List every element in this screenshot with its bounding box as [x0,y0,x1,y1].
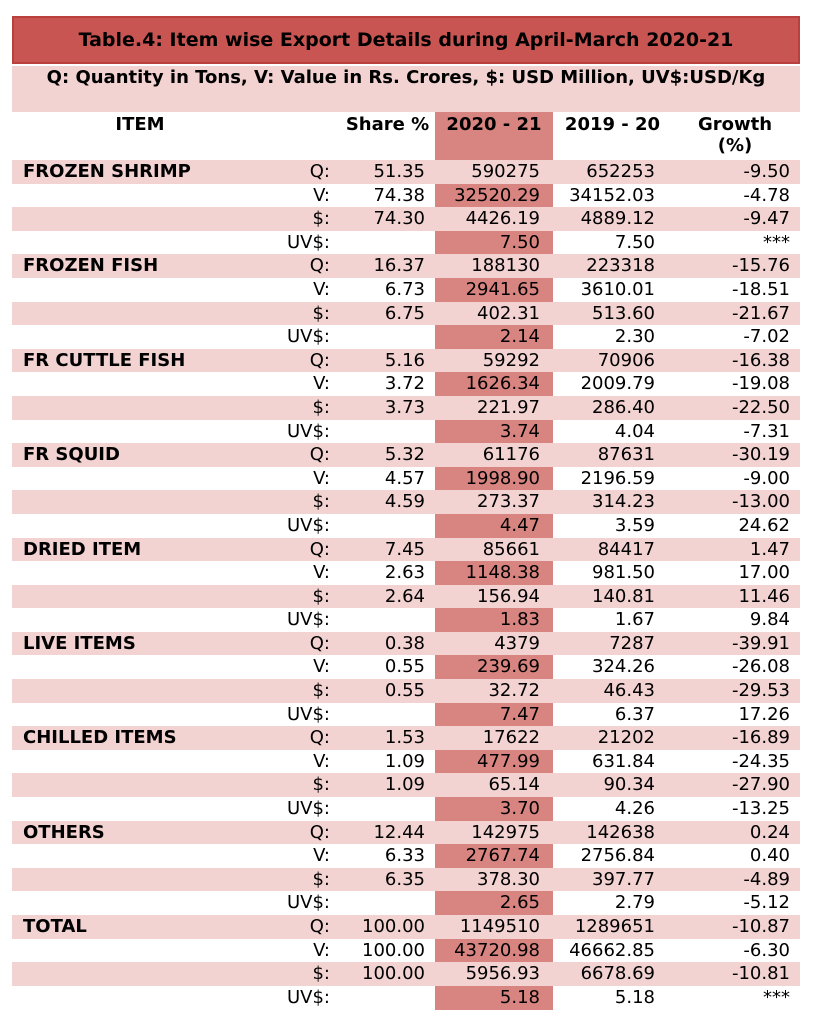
item-cell: LIVE ITEMS [23,632,136,654]
table-row [12,490,800,514]
share-cell: 100.00 [362,916,425,937]
share-cell: 16.37 [373,255,425,277]
table-row [12,703,800,727]
table-row [12,396,800,420]
value-2020-21-cell: 7.50 [499,231,540,253]
value-2020-21-cell: 590275 [471,161,540,182]
header-share: Share % [345,114,430,135]
value-2019-20-cell: 4.26 [614,798,655,820]
value-2020-21-cell: 1626.34 [465,373,540,395]
growth-cell: -10.81 [731,963,790,985]
table-row [12,773,800,797]
table-row [12,349,800,373]
share-cell: 100.00 [362,939,425,961]
table-row [12,231,800,255]
value-2020-21-cell: 156.94 [477,585,540,607]
share-cell: 3.72 [384,373,425,395]
value-2020-21-cell: 1.83 [499,609,540,631]
value-2020-21-cell: 65.14 [488,774,540,796]
header-growth: Growth (%) [697,114,773,156]
growth-cell: -30.19 [731,444,790,466]
value-2019-20-cell: 84417 [597,538,655,560]
growth-cell: -21.67 [731,302,790,324]
value-2019-20-cell: 652253 [586,161,655,182]
table-row [12,538,800,562]
growth-cell: -15.76 [731,255,790,277]
measure-code-cell: V: [313,750,330,772]
measure-code-cell: Q: [309,727,330,749]
table-row [12,160,800,184]
growth-cell: -5.12 [743,892,790,914]
value-2020-21-cell: 1148.38 [465,562,540,584]
growth-cell: -6.30 [743,939,790,961]
header-2019-20: 2019 - 20 [564,114,661,135]
growth-cell: 0.40 [749,845,790,867]
growth-cell: -13.00 [731,491,790,513]
table-row [12,184,800,208]
measure-code-cell: $: [312,585,330,607]
growth-cell: -13.25 [731,798,790,820]
share-cell: 0.55 [384,680,425,702]
measure-code-cell: Q: [309,349,330,371]
value-2019-20-cell: 46662.85 [569,939,655,961]
table-title [12,16,800,64]
item-cell: FR SQUID [23,444,120,466]
measure-code-cell: UV$: [286,986,330,1008]
measure-code-cell: Q: [309,444,330,466]
value-2020-21-cell: 4.47 [499,514,540,536]
measure-code-cell: UV$: [286,231,330,253]
table-row [12,302,800,326]
growth-cell: -9.47 [743,208,790,230]
value-2019-20-cell: 631.84 [592,750,655,772]
growth-cell: -27.90 [731,774,790,796]
header-2020-21: 2020 - 21 [446,114,542,135]
value-2019-20-cell: 87631 [597,444,655,466]
value-2019-20-cell: 1289651 [574,916,655,937]
header-item: ITEM [115,114,165,135]
share-cell: 2.64 [384,585,425,607]
share-cell: 51.35 [373,161,425,182]
value-2019-20-cell: 142638 [586,821,655,843]
item-cell: DRIED ITEM [23,538,142,560]
value-2020-21-cell: 239.69 [477,656,540,678]
table-row [12,797,800,821]
share-cell: 74.38 [373,184,425,206]
table-row [12,514,800,538]
share-cell: 6.73 [384,278,425,300]
growth-cell: 1.47 [749,538,790,560]
table-row [12,372,800,396]
growth-cell: -22.50 [731,396,790,418]
item-cell: FROZEN FISH [23,255,159,277]
value-2019-20-cell: 34152.03 [569,184,655,206]
table-row [12,655,800,679]
value-2019-20-cell: 314.23 [592,491,655,513]
table-row [12,915,800,939]
share-cell: 5.32 [384,444,425,466]
value-2019-20-cell: 46.43 [603,680,655,702]
value-2020-21-cell: 1149510 [459,916,540,937]
value-2020-21-cell: 59292 [482,349,540,371]
growth-cell: -7.02 [743,326,790,348]
share-cell: 4.59 [384,491,425,513]
value-2019-20-cell: 286.40 [592,396,655,418]
growth-cell: 9.84 [749,609,790,631]
value-2019-20-cell: 70906 [597,349,655,371]
share-cell: 5.16 [384,349,425,371]
value-2020-21-cell: 7.47 [499,703,540,725]
table-row [12,325,800,349]
value-2019-20-cell: 2.30 [614,326,655,348]
table-row [12,821,800,845]
value-2019-20-cell: 981.50 [592,562,655,584]
growth-cell: -24.35 [731,750,790,772]
measure-code-cell: V: [313,939,330,961]
table-row [12,726,800,750]
value-2019-20-cell: 3.59 [614,514,655,536]
table-row [12,585,800,609]
value-2019-20-cell: 2196.59 [580,467,655,489]
table-row [12,561,800,585]
measure-code-cell: UV$: [286,798,330,820]
value-2019-20-cell: 4889.12 [580,208,655,230]
item-cell: FROZEN SHRIMP [23,161,191,182]
share-cell: 74.30 [373,208,425,230]
measure-code-cell: UV$: [286,703,330,725]
value-2020-21-cell: 2.65 [499,892,540,914]
growth-cell: -4.78 [743,184,790,206]
measure-code-cell: $: [312,868,330,890]
value-2019-20-cell: 5.18 [614,986,655,1008]
measure-code-cell: $: [312,302,330,324]
value-2020-21-cell: 17622 [482,727,540,749]
measure-code-cell: V: [313,562,330,584]
measure-code-cell: Q: [309,821,330,843]
value-2020-21-cell: 402.31 [477,302,540,324]
growth-cell: 17.26 [738,703,790,725]
value-2019-20-cell: 7287 [609,632,655,654]
measure-code-cell: $: [312,680,330,702]
value-2020-21-cell: 61176 [482,444,540,466]
growth-cell: 11.46 [738,585,790,607]
measure-code-cell: $: [312,774,330,796]
item-cell: FR CUTTLE FISH [23,349,186,371]
growth-cell: -10.87 [731,916,790,937]
value-2020-21-cell: 5956.93 [465,963,540,985]
table-row [12,632,800,656]
measure-code-cell: Q: [309,916,330,937]
share-cell: 1.53 [384,727,425,749]
value-2019-20-cell: 324.26 [592,656,655,678]
measure-code-cell: UV$: [286,892,330,914]
value-2020-21-cell: 2767.74 [465,845,540,867]
measure-code-cell: V: [313,373,330,395]
measure-code-cell: V: [313,278,330,300]
table-row [12,939,800,963]
value-2019-20-cell: 90.34 [603,774,655,796]
table-row [12,750,800,774]
measure-code-cell: Q: [309,632,330,654]
value-2020-21-cell: 1998.90 [465,467,540,489]
measure-code-cell: Q: [309,161,330,182]
value-2020-21-cell: 142975 [471,821,540,843]
growth-cell: *** [763,231,790,253]
growth-cell: -7.31 [743,420,790,442]
value-2020-21-cell: 2941.65 [465,278,540,300]
share-cell: 4.57 [384,467,425,489]
value-2019-20-cell: 21202 [597,727,655,749]
measure-code-cell: $: [312,963,330,985]
table-row [12,467,800,491]
share-cell: 6.75 [384,302,425,324]
measure-code-cell: V: [313,467,330,489]
value-2020-21-cell: 32.72 [488,680,540,702]
table-subtitle: Q: Quantity in Tons, V: Value in Rs. Crores, $: USD Million, UV$:USD/Kg [12,66,800,112]
table-row [12,891,800,915]
value-2019-20-cell: 7.50 [614,231,655,253]
item-cell: TOTAL [23,916,87,937]
value-2020-21-cell: 273.37 [477,491,540,513]
value-2019-20-cell: 223318 [586,255,655,277]
measure-code-cell: UV$: [286,326,330,348]
table-row [12,420,800,444]
measure-code-cell: V: [313,845,330,867]
value-2019-20-cell: 3610.01 [580,278,655,300]
growth-cell: -26.08 [731,656,790,678]
growth-cell: -39.91 [731,632,790,654]
measure-code-cell: Q: [309,255,330,277]
value-2019-20-cell: 2009.79 [580,373,655,395]
measure-code-cell: UV$: [286,514,330,536]
measure-code-cell: $: [312,491,330,513]
growth-cell: -19.08 [731,373,790,395]
growth-cell: -16.89 [731,727,790,749]
value-2020-21-cell: 3.70 [499,798,540,820]
value-2019-20-cell: 397.77 [592,868,655,890]
table-row [12,986,800,1010]
measure-code-cell: $: [312,208,330,230]
value-2020-21-cell: 5.18 [499,986,540,1008]
share-cell: 1.09 [384,774,425,796]
value-2020-21-cell: 4426.19 [465,208,540,230]
value-2019-20-cell: 513.60 [592,302,655,324]
share-cell: 100.00 [362,963,425,985]
growth-cell: -9.00 [743,467,790,489]
value-2019-20-cell: 2756.84 [580,845,655,867]
value-2019-20-cell: 1.67 [614,609,655,631]
growth-cell: -18.51 [731,278,790,300]
value-2019-20-cell: 6.37 [614,703,655,725]
table-row [12,443,800,467]
share-cell: 12.44 [373,821,425,843]
share-cell: 0.38 [384,632,425,654]
share-cell: 3.73 [384,396,425,418]
measure-code-cell: V: [313,656,330,678]
value-2020-21-cell: 32520.29 [454,184,540,206]
share-cell: 6.33 [384,845,425,867]
value-2020-21-cell: 221.97 [477,396,540,418]
table-row [12,868,800,892]
share-cell: 7.45 [384,538,425,560]
table-title-text: Table.4: Item wise Export Details during April-March 2020-21 [78,29,734,51]
item-cell: OTHERS [23,821,105,843]
share-cell: 2.63 [384,562,425,584]
table-row [12,679,800,703]
growth-cell: -9.50 [743,161,790,182]
table-row [12,844,800,868]
growth-cell: 24.62 [738,514,790,536]
value-2020-21-cell: 4379 [494,632,540,654]
value-2019-20-cell: 4.04 [614,420,655,442]
share-cell: 6.35 [384,868,425,890]
measure-code-cell: UV$: [286,609,330,631]
value-2020-21-cell: 43720.98 [454,939,540,961]
value-2020-21-cell: 3.74 [499,420,540,442]
growth-cell: -29.53 [731,680,790,702]
share-cell: 1.09 [384,750,425,772]
growth-cell: 17.00 [738,562,790,584]
growth-cell: -4.89 [743,868,790,890]
value-2020-21-cell: 2.14 [499,326,540,348]
table-body [12,160,800,1009]
value-2019-20-cell: 140.81 [592,585,655,607]
table-row [12,254,800,278]
value-2020-21-cell: 188130 [471,255,540,277]
growth-cell: 0.24 [749,821,790,843]
table-row [12,962,800,986]
table-row [12,608,800,632]
value-2020-21-cell: 378.30 [477,868,540,890]
growth-cell: -16.38 [731,349,790,371]
table-row [12,207,800,231]
value-2020-21-cell: 85661 [482,538,540,560]
value-2019-20-cell: 2.79 [614,892,655,914]
table-row [12,278,800,302]
measure-code-cell: Q: [309,538,330,560]
measure-code-cell: UV$: [286,420,330,442]
measure-code-cell: V: [313,184,330,206]
share-cell: 0.55 [384,656,425,678]
value-2020-21-cell: 477.99 [477,750,540,772]
measure-code-cell: $: [312,396,330,418]
growth-cell: *** [763,986,790,1008]
value-2019-20-cell: 6678.69 [580,963,655,985]
item-cell: CHILLED ITEMS [23,727,177,749]
